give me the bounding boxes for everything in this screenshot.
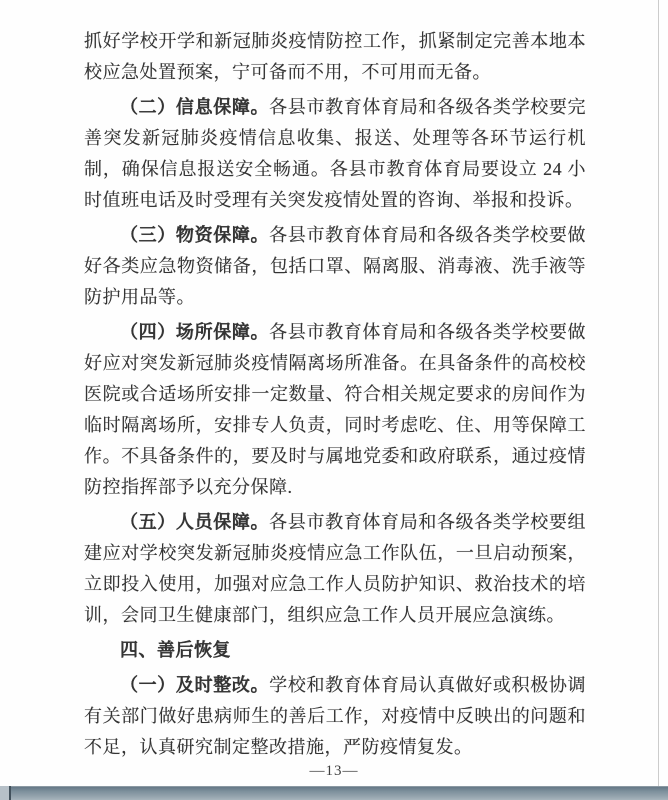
page-number: —13— — [309, 763, 359, 779]
section-site-support — [84, 317, 586, 503]
chapter-heading: 四、善后恢复 — [120, 640, 231, 660]
section-personnel-support-lead: （五）人员保障。 — [120, 512, 270, 532]
section-personnel-support-body: 各县市教育体育局和各级各类学校要组建应对学校突发新冠肺炎疫情应急工作队伍，一旦启动预案，立即投入使用，加强对应急工作人员防护知识、救治技术的培训，会同卫生健康部门，组织应急工作人员开展应急演练。 — [84, 512, 587, 625]
section-timely-rectification — [84, 670, 586, 763]
section-timely-rectification-lead: （一）及时整改。 — [120, 675, 270, 695]
horizontal-scrollbar[interactable] — [0, 786, 668, 800]
section-material-support-lead: （三）物资保障。 — [120, 225, 270, 245]
scrollbar-corner — [0, 786, 11, 800]
section-info-support-body: 各县市教育体育局和各级各类学校要完善突发新冠肺炎疫情信息收集、报送、处理等各环节运行机制，确保信息报送安全畅通。各县市教育体育局要设立 24 小时值班电话及时受理有关突发疫情处置的咨询、举报和投诉。 — [84, 97, 587, 210]
section-info-support-lead: （二）信息保障。 — [120, 97, 270, 117]
section-timely-rectification-body: 学校和教育体育局认真做好或积极协调有关部门做好患病师生的善后工作，对疫情中反映出的问题和不足，认真研究制定整改措施，严防疫情复发。 — [84, 675, 587, 757]
page-right-border — [658, 0, 659, 787]
document-content — [84, 26, 586, 767]
section-material-support — [84, 220, 586, 313]
section-material-support-body: 各县市教育体育局和各级各类学校要做好各类应急物资储备，包括口罩、隔离服、消毒液、洗手液等防护用品等。 — [84, 225, 587, 307]
section-personnel-support — [84, 507, 586, 631]
section-site-support-body: 各县市教育体育局和各级各类学校要做好应对突发新冠肺炎疫情隔离场所准备。在具备条件的高校校医院或合适场所安排一定数量、符合相关规定要求的房间作为临时隔离场所，安排专人负责，同时考虑吃、住、用等保障工作。不具备条件的，要及时与属地党委和政府联系，通过疫情防控指挥部予以充分保障. — [84, 322, 587, 497]
continuation-paragraph: 抓好学校开学和新冠肺炎疫情防控工作，抓紧制定完善本地本校应急处置预案，宁可备而不用，不可用而无备。 — [84, 31, 586, 82]
section-info-support — [84, 92, 586, 216]
section-site-support-lead: （四）场所保障。 — [120, 322, 270, 342]
